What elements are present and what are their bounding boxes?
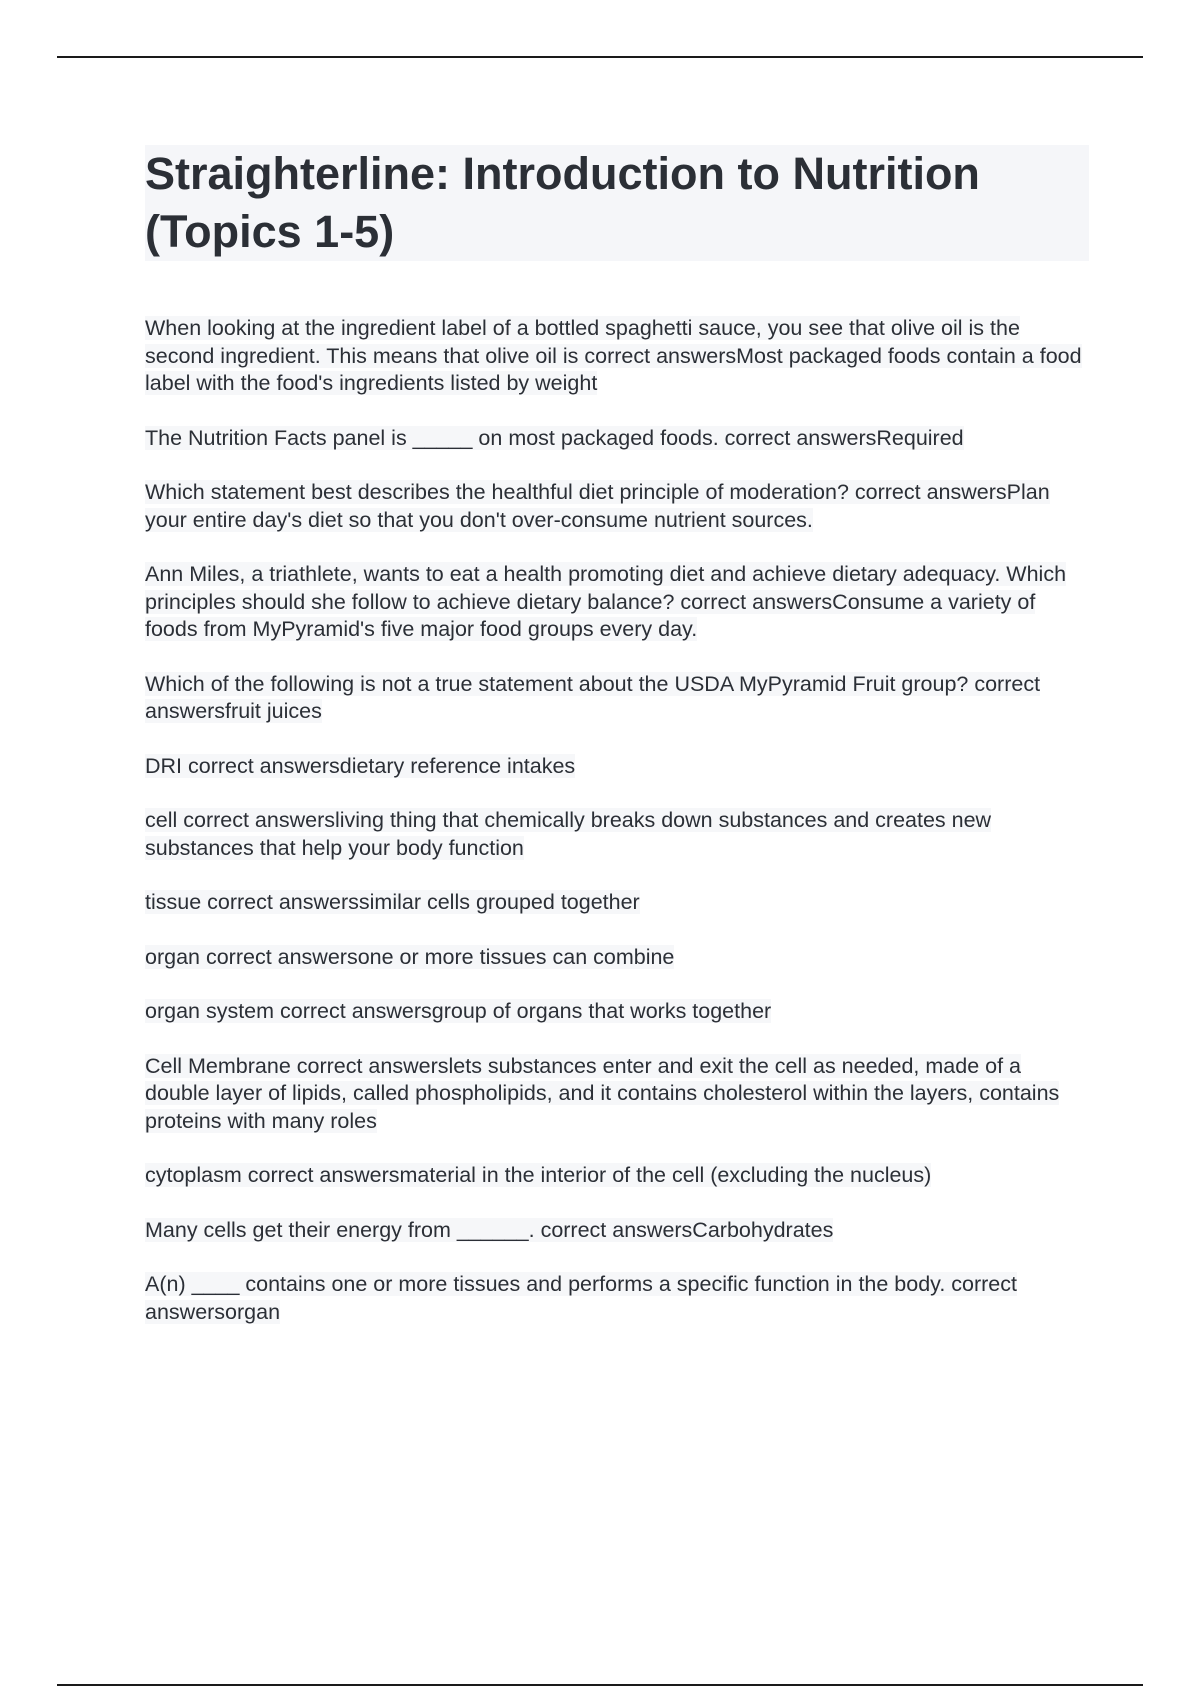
qa-entry <box>145 479 1089 534</box>
qa-entry-text: DRI correct answersdietary reference intakes <box>145 753 576 778</box>
qa-entry <box>145 1271 1089 1326</box>
document-body <box>145 145 1089 1353</box>
qa-entry <box>145 807 1089 862</box>
qa-entry-text: Cell Membrane correct answerslets substances enter and exit the cell as needed, made of a double layer of lipids, called phospholipids, and it contains cholesterol within the layers, contains proteins with many roles <box>145 1053 1060 1133</box>
qa-list <box>145 315 1089 1326</box>
qa-entry <box>145 561 1089 644</box>
qa-entry-text: Which of the following is not a true statement about the USDA MyPyramid Fruit group? correct answersfruit juices <box>145 671 1041 723</box>
qa-entry <box>145 944 1089 972</box>
qa-entry-text: organ correct answersone or more tissues can combine <box>145 944 675 969</box>
qa-entry <box>145 1053 1089 1136</box>
qa-entry-text: tissue correct answerssimilar cells grouped together <box>145 890 640 914</box>
qa-entry <box>145 671 1089 726</box>
qa-entry-text: The Nutrition Facts panel is _____ on most packaged foods. correct answersRequired <box>145 425 964 450</box>
qa-entry <box>145 1217 1089 1245</box>
qa-entry-text: Ann Miles, a triathlete, wants to eat a health promoting diet and achieve dietary adequacy. Which principles should she follow to achieve dietary balance? correct answersConsume a variety of foods from MyPyramid's five major food groups every day. <box>145 562 1067 641</box>
qa-entry-text: Which statement best describes the healthful diet principle of moderation? correct answersPlan your entire day's diet so that you don't over-consume nutrient sources. <box>145 480 1050 532</box>
qa-entry <box>145 889 1089 917</box>
qa-entry-text: cell correct answersliving thing that chemically breaks down substances and creates new substances that help your body function <box>145 808 992 860</box>
qa-entry <box>145 998 1089 1026</box>
qa-entry-text: organ system correct answersgroup of organs that works together <box>145 999 772 1023</box>
qa-entry-text: Many cells get their energy from ______. correct answersCarbohydrates <box>145 1217 834 1242</box>
qa-entry <box>145 425 1089 453</box>
top-rule <box>57 56 1143 58</box>
qa-entry <box>145 753 1089 781</box>
qa-entry <box>145 315 1089 398</box>
qa-entry-text: When looking at the ingredient label of a bottled spaghetti sauce, you see that olive oil is the second ingredient. This means that olive oil is correct answersMost packaged foods contain a food label with the food's ingredients listed by weight <box>145 316 1082 395</box>
qa-entry-text: A(n) ____ contains one or more tissues and performs a specific function in the body. correct answersorgan <box>145 1272 1017 1324</box>
qa-entry <box>145 1162 1089 1190</box>
qa-entry-text: cytoplasm correct answersmaterial in the interior of the cell (excluding the nucleus) <box>145 1163 932 1187</box>
bottom-rule <box>57 1684 1143 1686</box>
document-title: Straighterline: Introduction to Nutrition (Topics 1-5) <box>145 145 1089 261</box>
